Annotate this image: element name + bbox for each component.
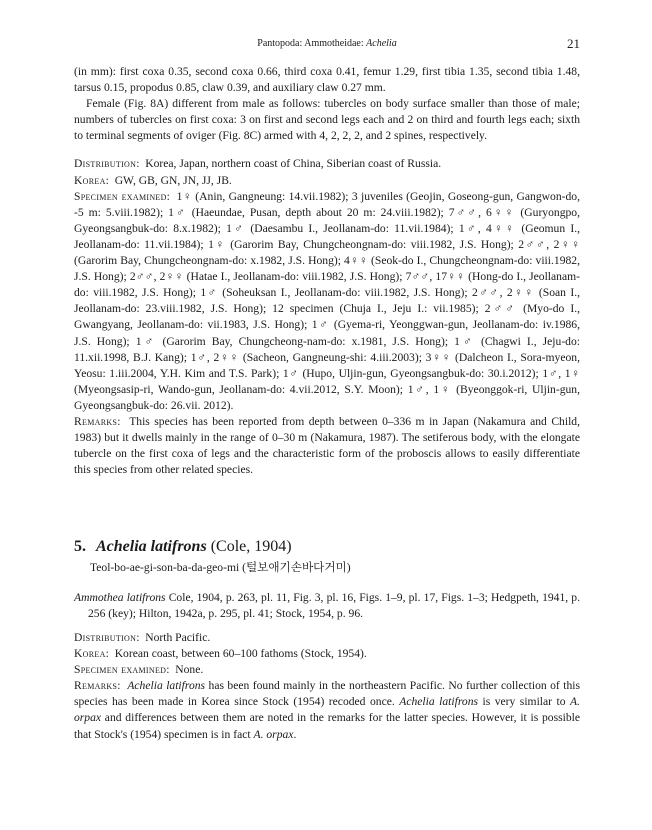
species-5-body	[74, 630, 580, 743]
female-description: Female (Fig. 8A) different from male as follows: tubercles on body surface smaller than those of male; numbers of tubercles on first coxa: 3 on first and second legs each and 2 on third and fourth legs each; sixth to terminal segments of oviger (Fig. 8C) armed with 4, 2, 2, 2, and 2 spines, respectively.	[74, 97, 580, 143]
distribution-paragraph: Distribution: Korea, Japan, northern coast of China, Siberian coast of Russia.	[74, 157, 442, 171]
distribution-label: Distribution	[74, 157, 137, 171]
synonymy-paragraph: Ammothea latifrons Cole, 1904, p. 263, pl. 11, Fig. 3, pl. 16, Figs. 1–9, pl. 17, Figs. 1–3; Hedgpeth, 1941, p. 256 (key); Hilton, 1942a, p. 295, pl. 41; Stock, 1954, p. 96.	[74, 591, 580, 621]
synonymy-block	[74, 590, 580, 622]
species-author: (Cole, 1904)	[210, 538, 292, 555]
species-5-heading	[74, 537, 580, 576]
remarks-paragraph: Remarks: This species has been reported from depth between 0–336 m in Japan (Nakamura and Child, 1983) but it dwells mainly in the range of 0–30 m (Nakamura, 1987). The setiferous body, with the elongate tubercle on the first coxa of legs and the characteristic form of the proboscis allows to easily differentiate this species from other related species.	[74, 414, 580, 477]
korea-label: Korea	[74, 647, 106, 661]
korea-label: Korea	[74, 173, 106, 187]
remarks-label: Remarks	[74, 414, 118, 428]
species-title: 5. Achelia latifrons (Cole, 1904)	[74, 538, 292, 555]
running-head-title: Pantopoda: Ammotheidae: Achelia	[257, 38, 397, 49]
measurements-paragraph: (in mm): first coxa 0.35, second coxa 0.66, third coxa 0.41, femur 1.29, first tibia 1.35, second tibia 1.48, tarsus 0.15, propodus 0.85, claw 0.39, and auxiliary claw 0.27 mm.	[74, 65, 580, 95]
korea-paragraph: Korea: GW, GB, GN, JN, JJ, JB.	[74, 173, 232, 187]
korea-2-paragraph: Korea: Korean coast, between 60–100 fathoms (Stock, 1954).	[74, 647, 367, 661]
specimens-2-paragraph: Specimen examined: None.	[74, 663, 204, 677]
running-head	[74, 38, 580, 54]
vernacular-name: Teol-bo-ae-gi-son-ba-da-geo-mi (털보애기손바다거미)	[90, 561, 351, 574]
remarks-label: Remarks	[74, 679, 118, 693]
distribution-label: Distribution	[74, 631, 137, 644]
species-4-continued	[74, 64, 580, 478]
species-name: Achelia latifrons	[96, 538, 207, 555]
remarks-2-paragraph: Remarks: Achelia latifrons has been found mainly in the northeastern Pacific. No further collection of this species has been made in Korea since Stock (1954) recoded once. Achelia latifrons is very similar to A. orpax and differences between them are noted in the remarks for the latter species. However, it is possible that Stock's (1954) specimen is in fact A. orpax.	[74, 679, 580, 741]
page-number: 21	[567, 36, 580, 51]
distribution-2-paragraph: Distribution: North Pacific.	[74, 631, 211, 644]
specimens-label: Specimen examined	[74, 189, 167, 203]
specimens-paragraph: Specimen examined: 1♀ (Anin, Gangneung: 14.vii.1982); 3 juveniles (Geojin, Goseong-gun, Gangwon-do, -5 m: 5.viii.1982); 1♂ (Haeundae, Pusan, depth about 20 m: 24.viii.1982); 7♂♂, 6♀♀ (Guryongpo, Gyeongsangbuk-do: 8.x.1982); 1♂ (Daesambu I., Jeollanam-do: 11.vii.1984); 1♂, 4♀♀ (Geomun I., Jeollanam-do: 11.vii.1984); 1♀ (Garorim Bay, Chungcheongnam-do: viii.1982, J.S. Hong); 2♂♂, 2♀♀ (Garorim Bay, Chungcheongnam-do: x.1982, J.S. Hong); 4♀♀ (Seok-do I., Chungcheongnam-do: viii.1982, J.S. Hong); 2♂♂, 2♀♀ (Hatae I., Jeollanam-do: viii.1982, J.S. Hong); 7♂♂, 17♀♀ (Hong-do I., Jeollanam-do: viii.1982, J.S. Hong); 1♂ (Soheuksan I., Jeollanam-do: viii.1982, J.S. Hong); 2♂♂, 2♀♀ (Soan I., Jeollanam-do: 23.viii.1982, J.S. Hong); 12 specimen (Chuja I., Jeju I.: vii.1985); 2♂♂ (Myo-do I., Gwangyang, Jeollanam-do: vii.1983, J.S. Hong); 1♂ (Gyema-ri, Yeonggwan-gun, Jeollanam-do: iv.1986, J.S. Hong); 1♂ (Garorim Bay, Chungcheong-nam-do: x.1981, J.S. Hong); 1♂ (Chagwi I., Jeju-do: 11.xii.1998, B.J. Kang); 1♂, 2♀♀ (Sacheon, Gangneung-shi: 4.iii.2003); 3♀♀ (Dalcheon I., Sora-myeon, Yeosu: 1.iii.2004, Y.H. Kim and T.S. Park); 1♂ (Hupo, Uljin-gun, Gyeongsangbuk-do: 30.i.2012); 1♂, 1♀ (Myeongsasip-ri, Wando-gun, Jeollanam-do: 4.vii.2012, S.Y. Moon); 1♂, 1♀ (Byeonggok-ri, Uljin-gun, Gyeongsangbuk-do: 26.vii. 2012).	[74, 189, 580, 412]
specimens-label: Specimen examined	[74, 663, 167, 677]
